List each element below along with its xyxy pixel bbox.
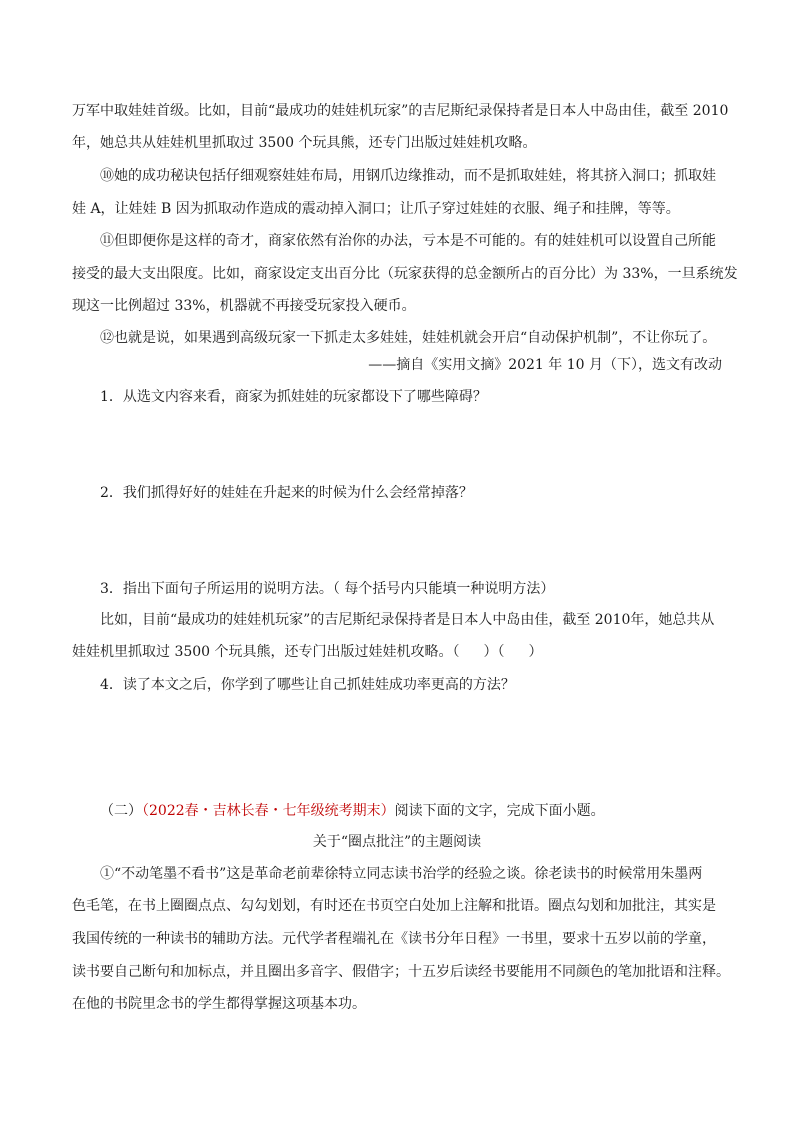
section-2-line-3: 我国传统的一种读书的辅助方法。元代学者程端礼在《读书分年日程》一书里，要求十五岁以前的学童， [72,931,716,947]
answer-blank-close-1: ） [483,644,498,660]
section-2-line-2: 色毛笔，在书上圈圈点点、勾勾划划，有时还在书页空白处加上注解和批语。圈点勾划和加批注，其实是 [72,898,716,914]
question-3-quote-text: 娃娃机里抓取过 3500 个玩具熊，还专门出版过娃娃机攻略。 [72,644,453,660]
answer-blank-close-2: ） [528,644,543,660]
answer-blank-open-1: （ [452,644,460,660]
passage-source: ——摘自《实用文摘》2021 年 10 月（下），选文有改动 [368,357,722,373]
section-2-title: 关于“圈点批注”的主题阅读 [312,834,482,850]
paragraph-11-line-1: ⑪但即便你是这样的奇才，商家依然有治你的办法，亏本是不可能的。有的娃娃机可以设置自己所能 [100,233,716,249]
paragraph-10-line-1: ⑩她的成功秘诀包括仔细观察娃娃布局，用钢爪边缘推动，而不是抓取娃娃，将其挤入洞口；抓取娃 [100,168,716,184]
answer-blank-open-2: （ [497,644,505,660]
section-2-prefix: （二） [100,803,142,819]
section-2-line-5: 在他的书院里念书的学生都得掌握这项基本功。 [72,996,366,1012]
paragraph-11-line-2: 接受的最大支出限度。比如，商家设定支出百分比（玩家获得的总金额所占的百分比）为 33%，一旦系统发 [72,266,738,282]
section-2-header [100,801,605,821]
paragraph-10-line-2: 娃 A，让娃娃 B 因为抓取动作造成的震动掉入洞口；让爪子穿过娃娃的衣服、绳子和挂牌，等等。 [72,201,680,217]
question-2: 2．我们抓得好好的娃娃在升起来的时候为什么会经常掉落？ [100,485,473,501]
question-3: 3．指出下面句子所运用的说明方法。（ 每个括号内只能填一种说明方法） [100,581,555,597]
passage-line-2: 年，她总共从娃娃机里抓取过 3500 个玩具熊，还专门出版过娃娃机攻略。 [72,135,537,151]
passage-line-1: 万军中取娃娃首级。比如，目前“最成功的娃娃机玩家”的吉尼斯纪录保持者是日本人中岛由佳，截至 2010 [72,103,729,119]
question-1: 1．从选文内容来看，商家为抓娃娃的玩家都设下了哪些障碍？ [100,389,487,405]
section-2-line-1: ①“不动笔墨不看书”这是革命老前辈徐特立同志读书治学的经验之谈。徐老读书的时候常用朱墨两 [100,866,703,882]
section-2-instruction: 阅读下面的文字，完成下面小题。 [394,803,605,819]
section-2-source-tag: （2022春・吉林长春・七年级统考期末） [142,803,395,819]
paragraph-11-line-3: 现这一比例超过 33%，机器就不再接受玩家投入硬币。 [72,298,416,314]
question-3-quote-line-2 [72,642,543,662]
question-4: 4．读了本文之后，你学到了哪些让自己抓娃娃成功率更高的方法？ [100,677,515,693]
question-3-quote-line-1: 比如，目前“最成功的娃娃机玩家”的吉尼斯纪录保持者是日本人中岛由佳，截至 2010年，她总共从 [100,612,715,628]
section-2-line-4: 读书要自己断句和加标点，并且圈出多音字、假借字；十五岁后读经书要能用不同颜色的笔加批语和注释。 [72,964,730,980]
paragraph-12: ⑫也就是说，如果遇到高级玩家一下抓走太多娃娃，娃娃机就会开启“自动保护机制”，不让你玩了。 [100,330,717,346]
